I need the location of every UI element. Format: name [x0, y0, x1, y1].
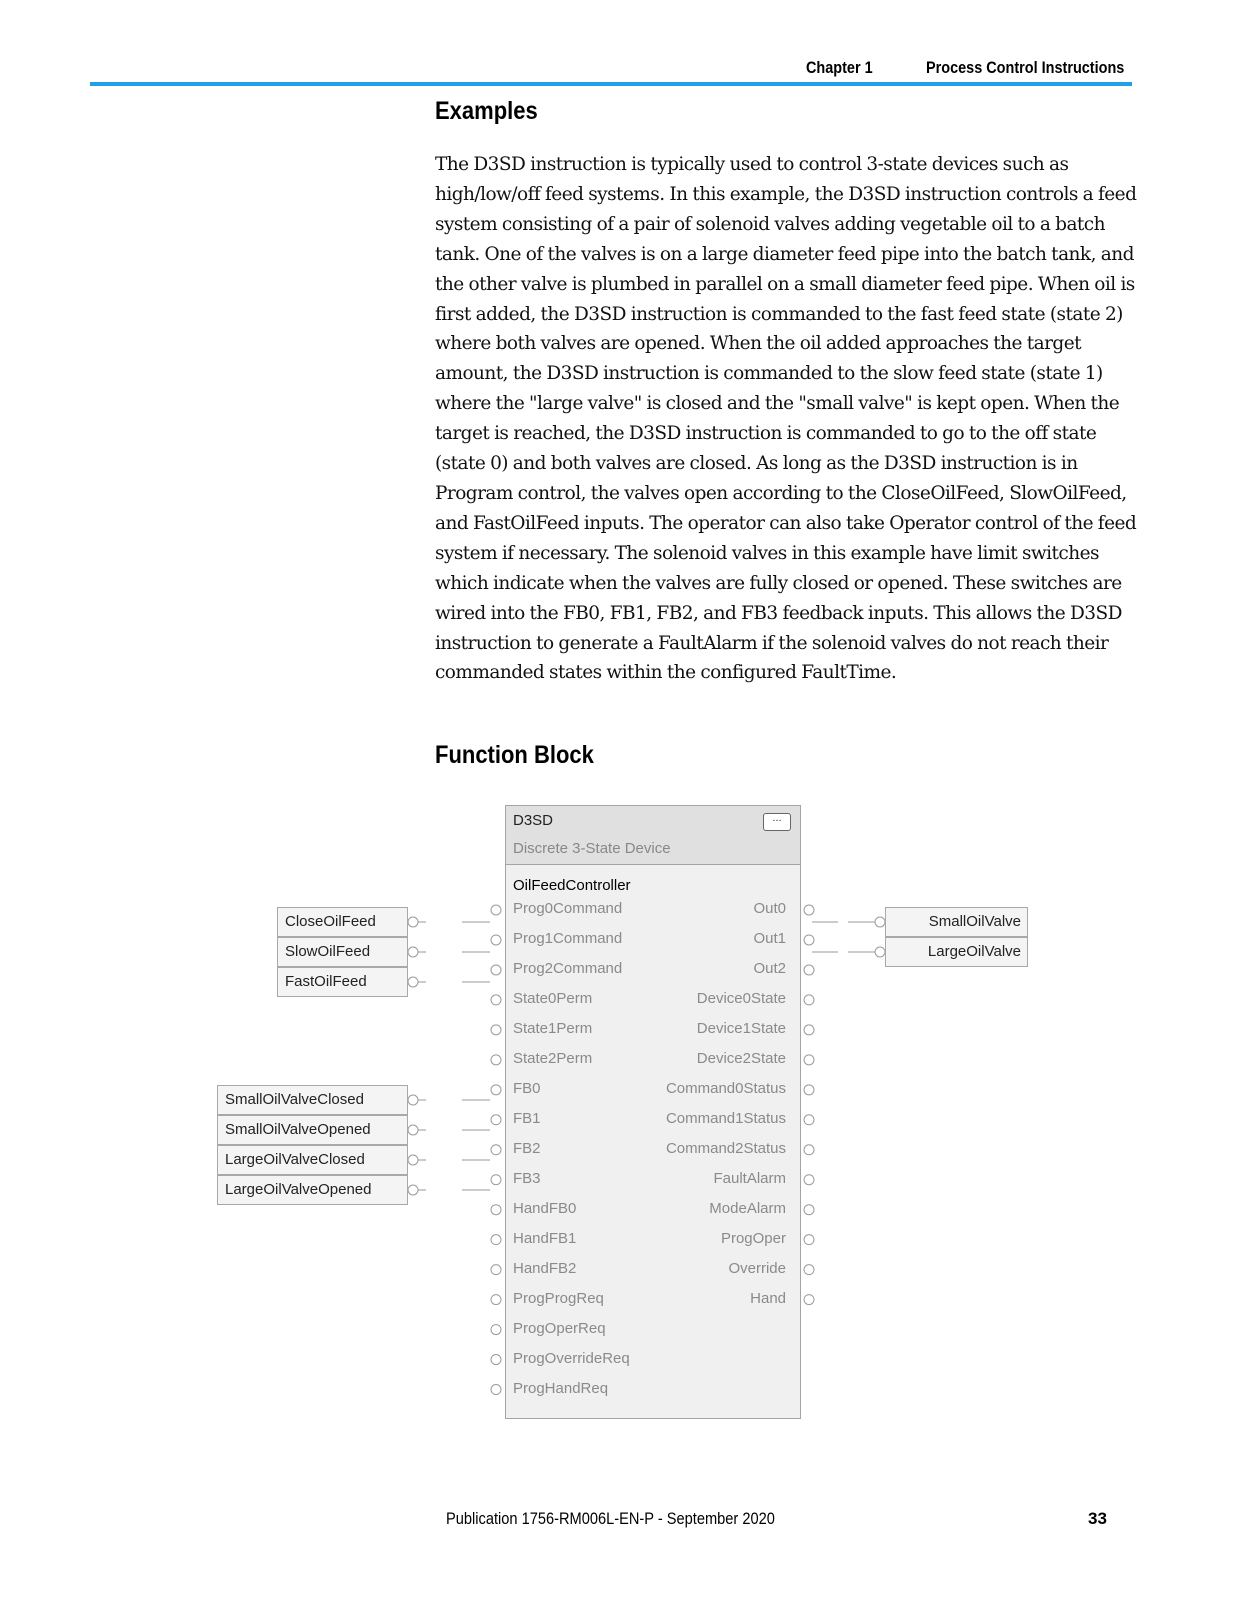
output-pin-hand[interactable]: Hand	[750, 1289, 786, 1307]
output-pin-connector	[804, 1265, 814, 1275]
input-pin-connector	[491, 1175, 501, 1185]
tag-connector	[875, 917, 885, 927]
input-pin-fb2[interactable]: FB2	[513, 1139, 541, 1157]
input-pin-state0perm[interactable]: State0Perm	[513, 989, 593, 1007]
input-tag-closeoilfeed[interactable]: CloseOilFeed	[277, 907, 408, 937]
examples-heading: Examples	[435, 97, 538, 125]
output-pin-connector	[804, 905, 814, 915]
tag-connector	[408, 917, 418, 927]
tag-connector	[408, 1185, 418, 1195]
input-pin-connector	[491, 1265, 501, 1275]
input-pin-connector	[491, 1355, 501, 1365]
input-pin-connector	[491, 1205, 501, 1215]
input-pin-progprogreq[interactable]: ProgProgReq	[513, 1289, 604, 1307]
input-tag-largeoilvalveopened[interactable]: LargeOilValveOpened	[217, 1175, 408, 1205]
input-pin-prog2command[interactable]: Prog2Command	[513, 959, 623, 977]
output-pin-device1state[interactable]: Device1State	[696, 1019, 786, 1037]
input-tag-smalloilvalveopened[interactable]: SmallOilValveOpened	[217, 1115, 408, 1145]
output-pin-connector	[804, 1055, 814, 1065]
function-block-heading: Function Block	[435, 741, 594, 769]
input-tag-smalloilvalveclosed[interactable]: SmallOilValveClosed	[217, 1085, 408, 1115]
output-pin-connector	[804, 1145, 814, 1155]
input-pin-connector	[491, 905, 501, 915]
input-pin-connector	[491, 995, 501, 1005]
input-pin-prog0command[interactable]: Prog0Command	[513, 900, 623, 917]
section-title: Process Control Instructions	[926, 58, 1125, 77]
input-pin-handfb1[interactable]: HandFB1	[513, 1229, 577, 1247]
input-pin-connector	[491, 965, 501, 975]
d3sd-function-block[interactable]	[505, 805, 801, 1419]
output-pin-device2state[interactable]: Device2State	[696, 1049, 786, 1067]
tag-connector	[408, 1095, 418, 1105]
output-pin-device0state[interactable]: Device0State	[696, 989, 786, 1007]
output-pin-connector	[804, 965, 814, 975]
input-pin-progoperreq[interactable]: ProgOperReq	[513, 1319, 606, 1337]
tag-connector	[875, 947, 885, 957]
input-pin-state1perm[interactable]: State1Perm	[513, 1019, 593, 1037]
output-pin-out1[interactable]: Out1	[753, 929, 786, 947]
output-pin-connector	[804, 1085, 814, 1095]
input-pin-connector	[491, 1325, 501, 1335]
output-pin-command1status[interactable]: Command1Status	[665, 1109, 786, 1127]
output-pin-command0status[interactable]: Command0Status	[665, 1079, 786, 1097]
input-pin-fb1[interactable]: FB1	[513, 1109, 541, 1127]
publication-footer: Publication 1756-RM006L-EN-P - September 2020	[446, 1509, 775, 1528]
input-pin-progoverridereq[interactable]: ProgOverrideReq	[513, 1349, 630, 1367]
output-pin-connector	[804, 1235, 814, 1245]
output-tag-largeoilvalve[interactable]: LargeOilValve	[885, 937, 1028, 967]
output-pin-progoper[interactable]: ProgOper	[720, 1229, 786, 1247]
output-pin-connector	[804, 1295, 814, 1305]
output-pin-modealarm[interactable]: ModeAlarm	[709, 1199, 786, 1217]
block-name: D3SD	[513, 812, 554, 829]
output-pin-out2[interactable]: Out2	[753, 959, 786, 977]
input-pin-connector	[491, 1235, 501, 1245]
output-pin-connector	[804, 1205, 814, 1215]
tag-connector	[408, 947, 418, 957]
input-pin-connector	[491, 1085, 501, 1095]
tag-connector	[408, 1125, 418, 1135]
input-tag-slowoilfeed[interactable]: SlowOilFeed	[277, 937, 408, 967]
tag-connector	[408, 977, 418, 987]
output-pin-connector	[804, 935, 814, 945]
input-pin-connector	[491, 1025, 501, 1035]
input-pin-connector	[491, 935, 501, 945]
tag-connector	[408, 1155, 418, 1165]
input-pin-connector	[491, 1055, 501, 1065]
output-pin-connector	[804, 995, 814, 1005]
block-tag-name: OilFeedController	[513, 877, 631, 894]
input-pin-handfb0[interactable]: HandFB0	[513, 1199, 577, 1217]
input-pin-prog1command[interactable]: Prog1Command	[513, 929, 623, 947]
output-pin-command2status[interactable]: Command2Status	[665, 1139, 786, 1157]
input-pin-connector	[491, 1385, 501, 1395]
output-pin-connector	[804, 1025, 814, 1035]
input-pin-connector	[491, 1295, 501, 1305]
block-properties-button[interactable]: ...	[763, 813, 791, 831]
input-pin-state2perm[interactable]: State2Perm	[513, 1049, 593, 1067]
output-pin-connector	[804, 1115, 814, 1125]
output-pin-out0[interactable]: Out0	[753, 900, 786, 917]
input-pin-handfb2[interactable]: HandFB2	[513, 1259, 577, 1277]
input-tag-largeoilvalveclosed[interactable]: LargeOilValveClosed	[217, 1145, 408, 1175]
chapter-label: Chapter 1	[806, 58, 873, 77]
page-number: 33	[1088, 1509, 1107, 1528]
output-tag-smalloilvalve[interactable]: SmallOilValve	[885, 907, 1028, 937]
output-pin-override[interactable]: Override	[728, 1259, 786, 1277]
input-tag-fastoilfeed[interactable]: FastOilFeed	[277, 967, 408, 997]
output-pin-faultalarm[interactable]: FaultAlarm	[713, 1169, 786, 1187]
input-pin-fb3[interactable]: FB3	[513, 1169, 541, 1187]
input-pin-proghandreq[interactable]: ProgHandReq	[513, 1379, 609, 1397]
examples-paragraph: The D3SD instruction is typically used to control 3-state devices such as high/low/off feed systems. In this example, the D3SD instruction controls a feed system consisting of a pair of solenoid valves adding vegetable oil to a batch tank. One of the valves is on a large diameter feed pipe into the batch tank, and the other valve is plumbed in parallel on a small diameter feed pipe. When oil is first added, the D3SD instruction is commanded to the fast feed state (state 2) where both valves are opened. When the oil added approaches the target amount, the D3SD instruction is commanded to the slow feed state (state 1) where the "large valve" is closed and the "small valve" is kept open. When the target is reached, the D3SD instruction is commanded to go to the off state (state 0) and both valves are closed. As long as the D3SD instruction is in Program control, the valves open according to the CloseOilFeed, SlowOilFeed, and FastOilFeed inputs. The operator can also take Operator control of the feed system if necessary. The solenoid valves in this example have limit switches which indicate when the valves are fully closed or opened. These switches are wired into the FB0, FB1, FB2, and FB3 feedback inputs. This allows the D3SD instruction to generate a FaultAlarm if the solenoid valves do not reach their commanded states within the configured FaultTime.	[435, 154, 1137, 684]
input-pin-connector	[491, 1115, 501, 1125]
output-pin-connector	[804, 1175, 814, 1185]
block-header	[506, 806, 800, 865]
input-pin-fb0[interactable]: FB0	[513, 1079, 541, 1097]
block-description: Discrete 3-State Device	[513, 840, 671, 857]
input-pin-connector	[491, 1145, 501, 1155]
